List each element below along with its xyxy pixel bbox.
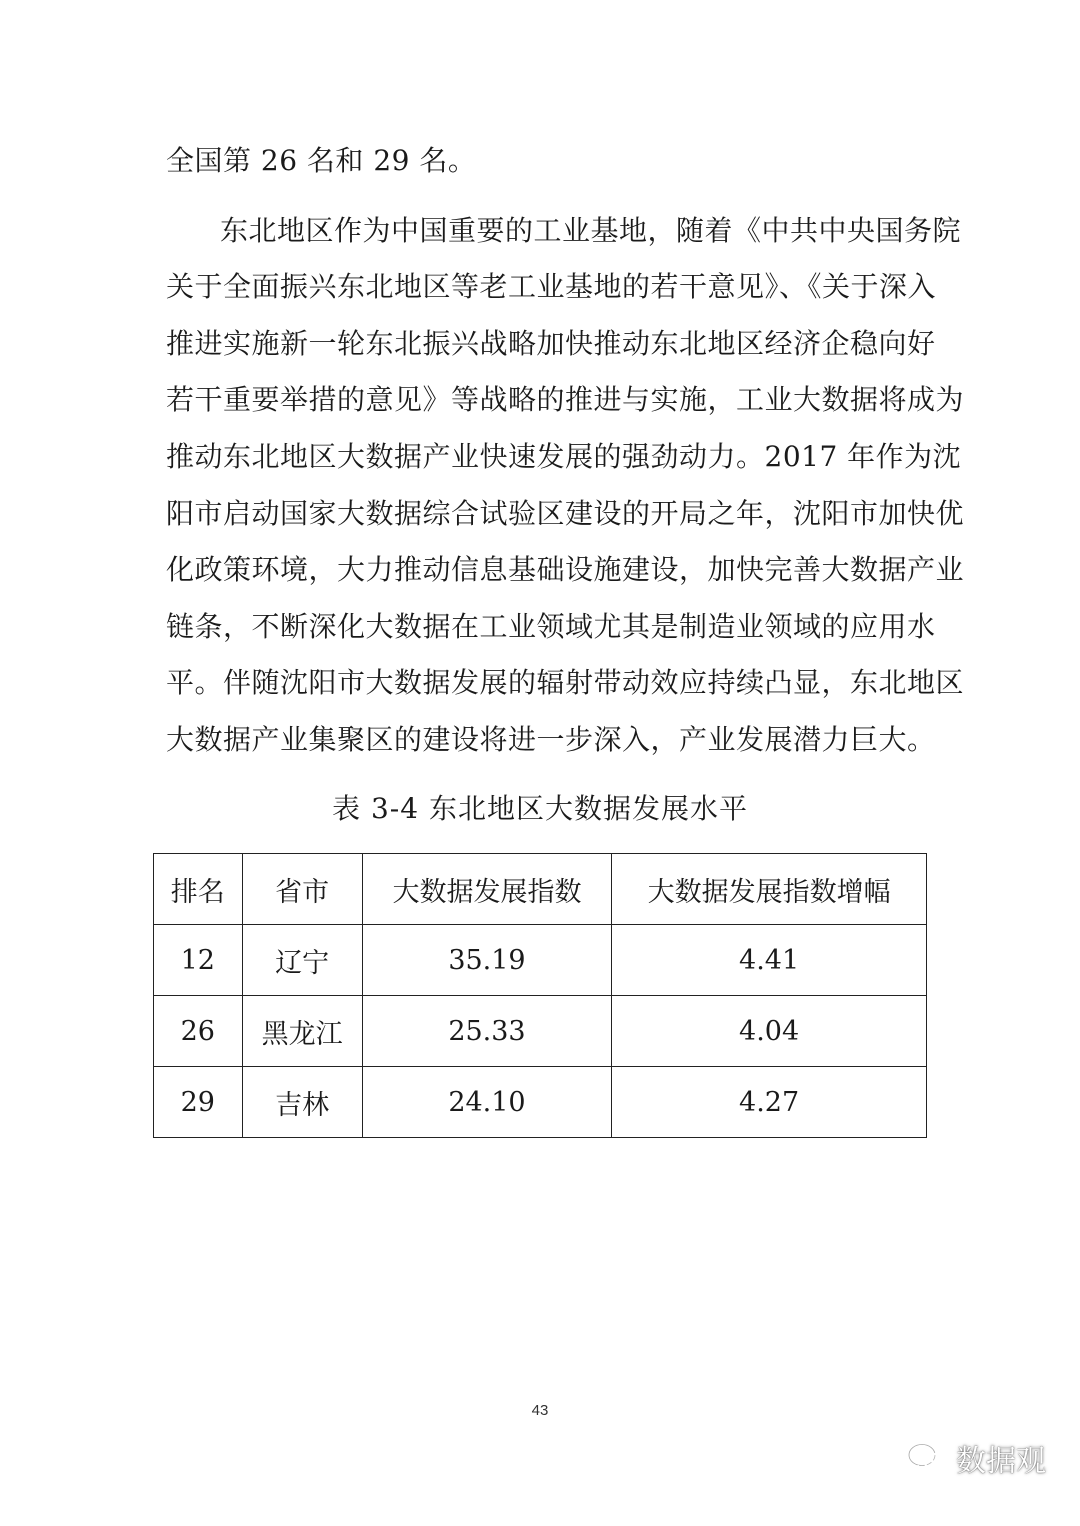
paragraph-2-line-6: 阳市启动国家大数据综合试验区建设的开局之年，沈阳市加快优	[166, 497, 965, 530]
paragraph-2-line-5: 推动东北地区大数据产业快速发展的强劲动力。2017 年作为沈	[166, 440, 962, 473]
paragraph-2-line-1: 东北地区作为中国重要的工业基地，随着《中共中央国务院	[220, 214, 962, 247]
watermark-text: 数据观	[956, 1444, 1046, 1479]
table-row	[154, 996, 927, 1067]
paragraph-2-line-2: 关于全面振兴东北地区等老工业基地的若干意见》、《关于深入	[166, 270, 937, 303]
paragraph-2-line-7: 化政策环境，大力推动信息基础设施建设，加快完善大数据产业	[166, 553, 965, 586]
cell-index-growth: 4.41	[612, 925, 927, 996]
wechat-icon	[906, 1441, 948, 1475]
table-row	[154, 1067, 927, 1138]
development-level-table	[153, 853, 927, 1138]
paragraph-2-line-8: 链条，不断深化大数据在工业领域尤其是制造业领域的应用水	[166, 610, 936, 643]
paragraph-2-line-10: 大数据产业集聚区的建设将进一步深入，产业发展潜力巨大。	[166, 723, 936, 756]
table-row	[154, 925, 927, 996]
table-header-row	[154, 854, 927, 925]
cell-rank: 12	[154, 925, 243, 996]
cell-province: 辽宁	[242, 925, 362, 996]
cell-rank: 29	[154, 1067, 243, 1138]
cell-province: 黑龙江	[242, 996, 362, 1067]
table-caption: 表 3-4 东北地区大数据发展水平	[332, 792, 748, 825]
cell-province: 吉林	[242, 1067, 362, 1138]
cell-index: 35.19	[362, 925, 611, 996]
cell-index: 25.33	[362, 996, 611, 1067]
paragraph-2-line-9: 平。伴随沈阳市大数据发展的辐射带动效应持续凸显，东北地区	[166, 666, 965, 699]
header-index-growth: 大数据发展指数增幅	[612, 854, 927, 925]
watermark	[906, 1436, 1046, 1480]
paragraph-2-line-4: 若干重要举措的意见》等战略的推进与实施，工业大数据将成为	[166, 383, 965, 416]
paragraph-1-line-1: 全国第 26 名和 29 名。	[166, 144, 477, 177]
header-index: 大数据发展指数	[362, 854, 611, 925]
paragraph-2-line-3: 推进实施新一轮东北振兴战略加快推动东北地区经济企稳向好	[166, 327, 936, 360]
header-province: 省市	[242, 854, 362, 925]
cell-rank: 26	[154, 996, 243, 1067]
page-number: 43	[531, 1402, 549, 1419]
header-rank: 排名	[154, 854, 243, 925]
cell-index: 24.10	[362, 1067, 611, 1138]
cell-index-growth: 4.27	[612, 1067, 927, 1138]
cell-index-growth: 4.04	[612, 996, 927, 1067]
